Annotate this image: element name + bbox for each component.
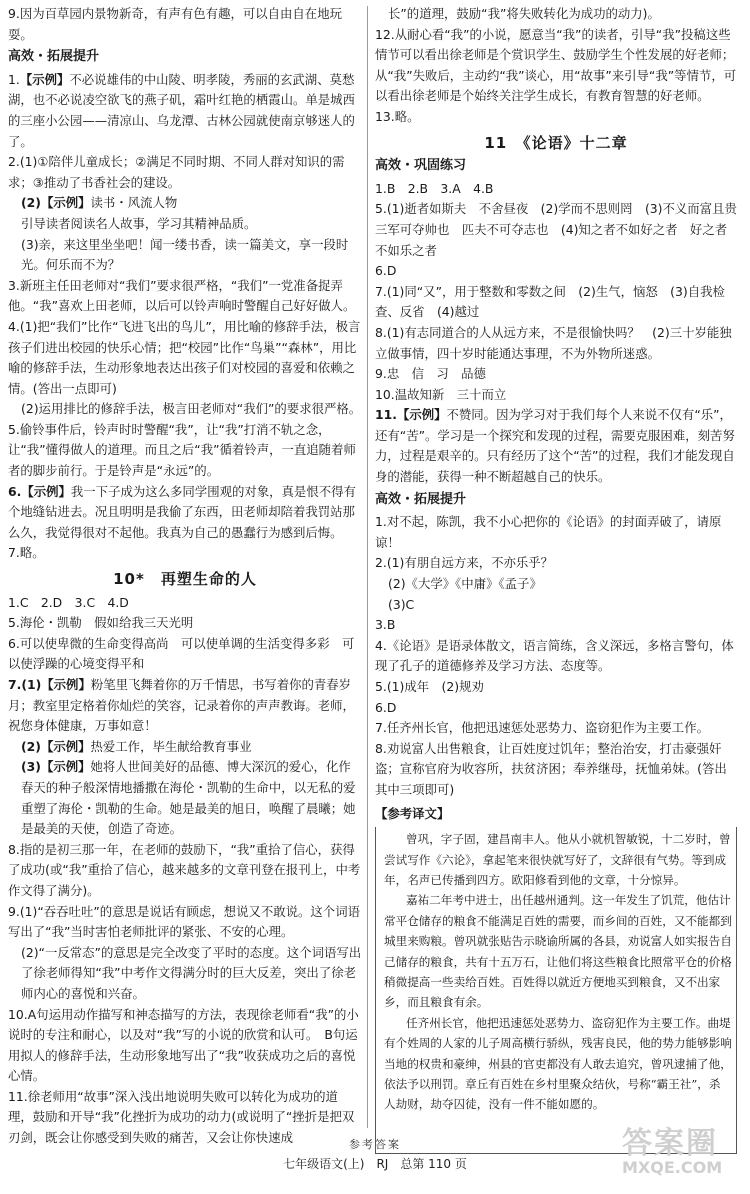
- answer-item: 1.【示例】不必说雄伟的中山陵、明孝陵，秀丽的玄武湖、莫愁湖，也不必说凌空欲飞的燕子矶，霜叶红艳的栖霞山。单是城西的三座小公园——清凉山、乌龙潭、古林公园就使南京够迷人的了。: [8, 71, 355, 149]
- answer-text: 粉笔里飞舞着你的万千情思，书写着你的青春岁月；教室里定格着你灿烂的笑容，记录着你的声声教诲。老师，祝您身体健康，万事如意！: [8, 677, 355, 734]
- answer-item: [8, 482, 362, 544]
- answer-item: (3)C: [388, 596, 415, 612]
- answer-item: [8, 675, 362, 737]
- answer-item: (2)运用排比的修辞手法，极言田老师对“我们”的要求很严格。: [21, 401, 362, 417]
- translation-box: [375, 827, 737, 1154]
- answer-item: 7.略。: [8, 545, 45, 561]
- answer-item: 8.(1)有志同道合的人从远方来，不是很愉快吗？ (2)三十岁能独立做事情，四十岁时能通达事理，不为外物所迷惑。: [375, 324, 732, 361]
- answer-item: 1.C 2.D 3.C 4.D: [8, 594, 129, 610]
- answer-item: 1.对不起，陈凯，我不小心把你的《论语》的封面弄破了，请原谅！: [375, 514, 722, 550]
- footer-page-info: 七年级语文(上) RJ 总第 110 页: [283, 1157, 467, 1171]
- answer-item: 9.忠 信 习 品德: [375, 366, 486, 382]
- answer-item: 6.D: [375, 699, 397, 715]
- example-tag: 11.【示例】: [375, 407, 447, 423]
- watermark-logo: [622, 1118, 740, 1188]
- right-column: [375, 4, 750, 1154]
- answer-item: 9.因为百草园内景物新奇，有声有色有趣，可以自由自在地玩耍。: [8, 6, 342, 42]
- watermark-text: 答案圈: [622, 1126, 718, 1161]
- answer-item: 9.(1)“吞吞吐吐”的意思是说话有顾虑，想说又不敢说。这个词语写出了“我”当时害怕老师批评的紧张、不安的心理。: [8, 903, 360, 940]
- example-tag: (2)【示例】: [21, 738, 91, 754]
- answer-item: 6.可以使卑微的生命变得高尚 可以使单调的生活变得多彩 可以使浮躁的心境变得平和: [8, 635, 355, 672]
- answer-item: 3.B: [375, 617, 396, 633]
- example-tag: 【示例】: [19, 71, 70, 87]
- answer-item: 长”的道理，鼓励“我”将失败转化为成功的动力)。: [388, 6, 660, 21]
- answer-item: [8, 737, 362, 758]
- answer-item: [8, 193, 362, 214]
- left-column: [8, 4, 362, 1149]
- column-divider: [367, 6, 368, 1128]
- answer-item: 7.(1)同“又”，用于整数和零数之间 (2)生气，恼怒 (3)自我检查、反省 (4)越过: [375, 283, 725, 320]
- answer-item: 12.从耐心看“我”的小说，愿意当“我”的读者，引导“我”投稿这些情节可以看出徐老师是个赏识学生、鼓励学生个性发展的好老师；从“我”失败后，主动约“我”谈心，用“故事”来引导“我”等情节，可以看出徐老师是个始终关注学生成长，有教育智慧的好老师。: [375, 26, 737, 104]
- answer-item: 8.劝说富人出售粮食，让百姓度过饥年；整治治安，打击豪强奸盗；宣称官府为收容所，扶贫济困；奉养继母，抚恤弟妹。(答出其中三项即可): [375, 740, 727, 797]
- example-tag: 6.【示例】: [8, 483, 71, 499]
- answer-item: 10.A句运用动作描写和神态描写的方法，表现徐老师看“我”的小说时的专注和耐心，以及对“我”写的小说的欣赏和认可。 B句运用拟人的修辞手法，生动形象地写出了“我”收获成功之后的喜悦心情。: [8, 1006, 359, 1084]
- answer-item: 3.新班主任田老师对“我们”要求很严格，“我们”一党准备捉弄他。“我”喜欢上田老师，以后可以铃声响时警醒自己好好做人。: [8, 277, 356, 314]
- answer-item: 13.略。: [375, 108, 420, 124]
- answer-item: (3)亲，来这里坐坐吧！闻一缕书香，读一篇美文，享一段时光。何乐而不为？: [21, 236, 349, 273]
- answer-item: (2)“一反常态”的意思是完全改变了平时的态度。这个词语写出了徐老师得知“我”中考作文得满分时的巨大反差，突出了徐老师内心的喜悦和兴奋。: [21, 944, 362, 1001]
- section-heading: 高效・拓展提升: [8, 49, 100, 65]
- answer-item: 2.(1)有朋自远方来，不亦乐乎？: [375, 555, 554, 571]
- answer-item: 引导读者阅读名人故事，学习其精神品质。: [21, 215, 257, 231]
- example-tag: (2)【示例】: [21, 195, 91, 211]
- answer-item: [8, 757, 362, 839]
- answer-item: (2)《大学》《中庸》《孟子》: [388, 576, 542, 592]
- translation-heading: 【参考译文】: [375, 805, 450, 821]
- answer-text: 读书・风流人物: [90, 195, 178, 211]
- translation-paragraph: 任齐州长官，他把迅速惩处恶势力、盗窃犯作为主要工作。曲堤有个姓周的人家的儿子周高横行骄纵，残害良民，他的势力能够影响当地的权贵和豪绅，州县的官吏都没有人敢去追究，曾巩逮捕了他，依法予以刑罚。章丘有百姓在乡村里聚众结伙，号称“霸王社”，杀人劫财，劫夺囚徒，没有一件不能如愿的。: [384, 1015, 732, 1112]
- answer-text: 她将人世间美好的品德、博大深沉的爱心，化作春天的种子般深情地播撒在海伦・凯勒的生命中，以无私的爱重塑了海伦・凯勒的生命。她是最美的旭日，唤醒了晨曦；她是最美的天使，创造了奇迹。: [21, 759, 356, 837]
- footer-label: 参考答案: [349, 1138, 401, 1151]
- answer-item: 4.(1)把“我们”比作“飞进飞出的鸟儿”，用比喻的修辞手法，极言孩子们进出校园的快乐心情；把“校园”比作“鸟巢”“森林”，用比喻的修辞手法，生动形象地表达出孩子们对校园的喜爱和依赖之情。(答出一点即可): [8, 318, 361, 396]
- answer-item: [375, 405, 737, 487]
- answer-text: 不赞同。因为学习对于我们每个人来说不仅有“乐”，还有“苦”。学习是一个探究和发现的过程，需要克服困难，刻苦努力，过程是艰辛的。只有经历了这个“苦”的过程，我们才能发现自身的潜能，获得一种不断超越自己的快乐。: [375, 407, 735, 485]
- answer-item: 5.(1)逝者如斯夫 不舍昼夜 (2)学而不思则罔 (3)不义而富且贵 三军可夺帅也 匹夫不可夺志也 (4)知之者不如好之者 好之者不如乐之者: [375, 201, 750, 258]
- translation-paragraph: 嘉祐二年考中进士，出任越州通判。这一年发生了饥荒，他估计常平仓储存的粮食不能满足百姓的需要，而乡间的百姓，又不能都到城里来购粮。曾巩就张贴告示晓谕所属的各县，劝说富人如实报告自己储存的粮食，共有十五万石，让他们将这些粮食比照常平仓的价格稍微提高一些卖给百姓。百姓得以就近方便地买到粮食，又不出家乡，而且粮食有余。: [384, 893, 732, 1010]
- section-heading: 高效・拓展提升: [375, 491, 467, 507]
- answer-text: 不必说雄伟的中山陵、明孝陵，秀丽的玄武湖、莫愁湖，也不必说凌空欲飞的燕子矶，霜叶红艳的栖霞山。单是城西的三座小公园——清凉山、乌龙潭、古林公园就使南京够迷人的了。: [8, 71, 355, 149]
- answer-item: 7.任齐州长官，他把迅速惩处恶势力、盗窃犯作为主要工作。: [375, 720, 709, 736]
- answer-item: 2.(1)①陪伴儿童成长；②满足不同时期、不同人群对知识的需求；③推动了书香社会的建设。: [8, 154, 345, 190]
- answer-item: 5.偷铃事件后，铃声时时警醒“我”，让“我”打消不轨之念，让“我”懂得做人的道理。而且之后“我”循着铃声，一直追随着师者的脚步前行。于是铃声是“永远”的。: [8, 421, 356, 479]
- answer-item: 6.D: [375, 263, 397, 279]
- answer-item: 5.(1)成年 (2)规劝: [375, 679, 484, 694]
- answer-item: 4.《论语》是语录体散文，语言简练，含义深远，多格言警句，体现了孔子的道德修养及学习方法、态度等。: [375, 637, 734, 674]
- answer-item: 5.海伦・凯勒 假如给我三天光明: [8, 615, 194, 631]
- translation-paragraph: 曾巩，字子固，建昌南丰人。他从小就机智敏锐，十二岁时，曾尝试写作《六论》，拿起笔来很快就写好了，文辞很有气势。等到成年，名声已传播到四方。欧阳修看到他的文章，十分惊异。: [384, 832, 731, 887]
- answer-item: 10.温故知新 三十而立: [375, 386, 507, 402]
- chapter-title: 11 《论语》十二章: [484, 133, 628, 152]
- example-tag: (3)【示例】: [21, 759, 91, 775]
- watermark-url: MXQE.COM: [622, 1158, 723, 1177]
- answer-text: 热爱工作，毕生献给教育事业: [90, 738, 252, 754]
- answer-item: 11.徐老师用“故事”深入浅出地说明失败可以转化为成功的道理，鼓励和开导“我”化挫折为成功的动力(或说明了“挫折是把双刃剑，既会让你感受到失败的痛苦，又会让你快速成: [8, 1088, 355, 1146]
- answer-item: 1.B 2.B 3.A 4.B: [375, 180, 494, 196]
- example-tag: 7.(1)【示例】: [8, 677, 91, 692]
- answer-text: 我一下子成为这么多同学围观的对象，真是恨不得有个地缝钻进去。况且明明是我偷了东西，田老师却陪着我罚站那么久，我觉得很对不起他。我真为自己的愚蠢行为感到后悔。: [8, 483, 356, 540]
- answer-item: 8.指的是初三那一年，在老师的鼓励下，“我”重拾了信心，获得了成功(或“我”重拾了信心，越来越多的文章刊登在报刊上，中考作文得了满分)。: [8, 841, 361, 898]
- chapter-title: 10* 再塑生命的人: [113, 570, 257, 589]
- section-heading: 高效・巩固练习: [375, 158, 467, 174]
